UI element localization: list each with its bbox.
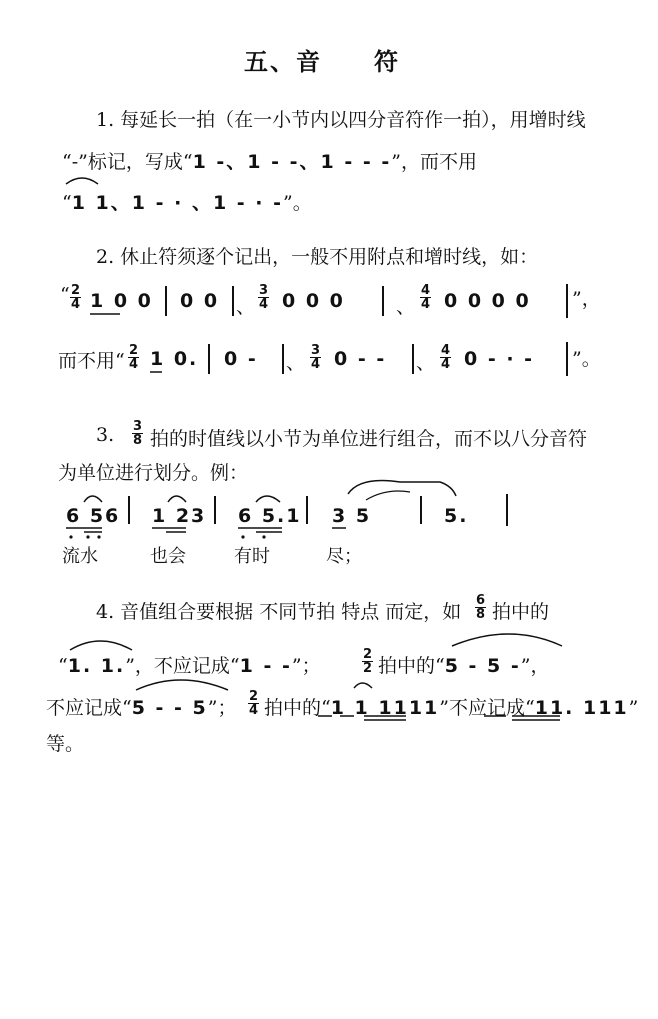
p4-line4: 等。 bbox=[46, 733, 85, 755]
p4-line1-tail: 拍中的 bbox=[492, 601, 550, 623]
p4-notation-d: 5 - - 5 bbox=[131, 697, 208, 719]
p3-line1: 拍的时值线以小节为单位进行组合，而不以八分音符 bbox=[150, 428, 588, 450]
p4-line3-label: 拍中的“ bbox=[264, 697, 331, 719]
p4-notation-c: 5 - 5 - bbox=[444, 655, 521, 677]
p2-ex2-timesig-1: $\frac{2}{4}$ bbox=[129, 343, 139, 372]
p2-ex1-close: ”， bbox=[572, 288, 601, 310]
p4-timesig-24: $\frac{2}{4}$ bbox=[249, 689, 259, 718]
p2-ex1-open: “ bbox=[60, 284, 70, 306]
p4-line1-text: 4. 音值组合要根据 不同节拍 特点 而定，如 bbox=[96, 601, 462, 623]
p4-line3-lead: 不应记成“ bbox=[46, 697, 132, 719]
page-title: 五、音 符 bbox=[244, 47, 400, 76]
p2-ex1-timesig-2: $\frac{3}{4}$ bbox=[259, 283, 269, 312]
p1-line3-close: ”。 bbox=[283, 192, 312, 214]
p3-lyric-2: 也会 bbox=[150, 546, 186, 567]
p4-notation-e: 1 1 1111 bbox=[330, 697, 440, 719]
p3-measure-2: 1 23 bbox=[152, 505, 207, 527]
p1-line3-open: “ bbox=[62, 192, 72, 214]
p4-notation-b: 1 - - bbox=[239, 655, 292, 677]
p4-quote: “ bbox=[58, 655, 68, 677]
p2-ex1-sep-1: 、 bbox=[236, 296, 256, 318]
p2-ex1-measure-2: 0 0 bbox=[180, 290, 220, 312]
p4-line2-semicolon: ”； bbox=[291, 655, 321, 677]
p4-notation-f: 11. 111 bbox=[534, 697, 629, 719]
p4-line3-mid: ”不应记成“ bbox=[439, 697, 535, 719]
p4-line3-semicolon: ”； bbox=[207, 697, 237, 719]
p2-ex1-sep-2: 、 bbox=[396, 296, 416, 318]
p2-ex2-measure-1: 1 0. bbox=[150, 348, 199, 370]
p3-measure-4: 3 5 bbox=[332, 505, 372, 527]
p3-measure-3: 6 5.1 bbox=[238, 505, 302, 527]
p3-lyric-4: 尽； bbox=[326, 546, 362, 567]
p2-ex1-measure-4: 0 0 0 0 bbox=[444, 290, 531, 312]
p1-line1: 1. 每延长一拍（在一小节内以四分音符作一拍），用增时线 bbox=[96, 109, 586, 131]
p3-line2: 为单位进行划分。例： bbox=[58, 462, 249, 484]
p2-ex2-measure-3: 0 - - bbox=[334, 348, 387, 370]
p3-lyric-1: 流水 bbox=[62, 546, 98, 567]
p2-ex2-timesig-2: $\frac{3}{4}$ bbox=[311, 343, 321, 372]
p1-notation-b: 1 1、1 - · 、1 - · - bbox=[71, 192, 283, 214]
p1-line2-prefix: “-”标记，写成“ bbox=[62, 151, 193, 173]
p3-number: 3. bbox=[96, 424, 115, 446]
p2-ex1-timesig-3: $\frac{4}{4}$ bbox=[421, 283, 431, 312]
p2-ex2-lead: 而不用“ bbox=[58, 350, 125, 372]
p1-line2-suffix: ”，而不用 bbox=[391, 151, 477, 173]
p4-notation-a: 1. 1. bbox=[67, 655, 126, 677]
p2-line1: 2. 休止符须逐个记出，一般不用附点和增时线，如： bbox=[96, 246, 539, 268]
p3-measure-5: 5. bbox=[444, 505, 469, 527]
p3-measure-1: 6 56 bbox=[66, 505, 121, 527]
p2-ex2-sep-2: 、 bbox=[416, 352, 436, 374]
p4-line2-mid: ”，不应记成“ bbox=[125, 655, 240, 677]
p4-timesig-22: $\frac{2}{2}$ bbox=[363, 647, 373, 676]
p4-line2-end: ”， bbox=[520, 655, 550, 677]
p2-ex1-measure-1: 1 0 0 bbox=[90, 290, 153, 312]
p2-ex2-close: ”。 bbox=[572, 348, 601, 370]
p4-timesig-68: $\frac{6}{8}$ bbox=[476, 593, 486, 622]
p3-lyric-3: 有时 bbox=[234, 546, 270, 567]
p2-ex2-timesig-3: $\frac{4}{4}$ bbox=[441, 343, 451, 372]
p2-ex1-timesig-1: $\frac{2}{4}$ bbox=[71, 283, 81, 312]
p3-timesig: $\frac{3}{8}$ bbox=[133, 419, 143, 448]
p2-ex2-measure-2: 0 - bbox=[224, 348, 258, 370]
p2-ex2-sep-1: 、 bbox=[286, 352, 306, 374]
p2-ex2-measure-4: 0 - · - bbox=[464, 348, 535, 370]
p4-line2-label: 拍中的“ bbox=[378, 655, 445, 677]
p1-notation-a: 1 -、1 - -、1 - - - bbox=[192, 151, 392, 173]
p2-ex1-measure-3: 0 0 0 bbox=[282, 290, 345, 312]
p4-line3-end: ” bbox=[628, 697, 639, 719]
